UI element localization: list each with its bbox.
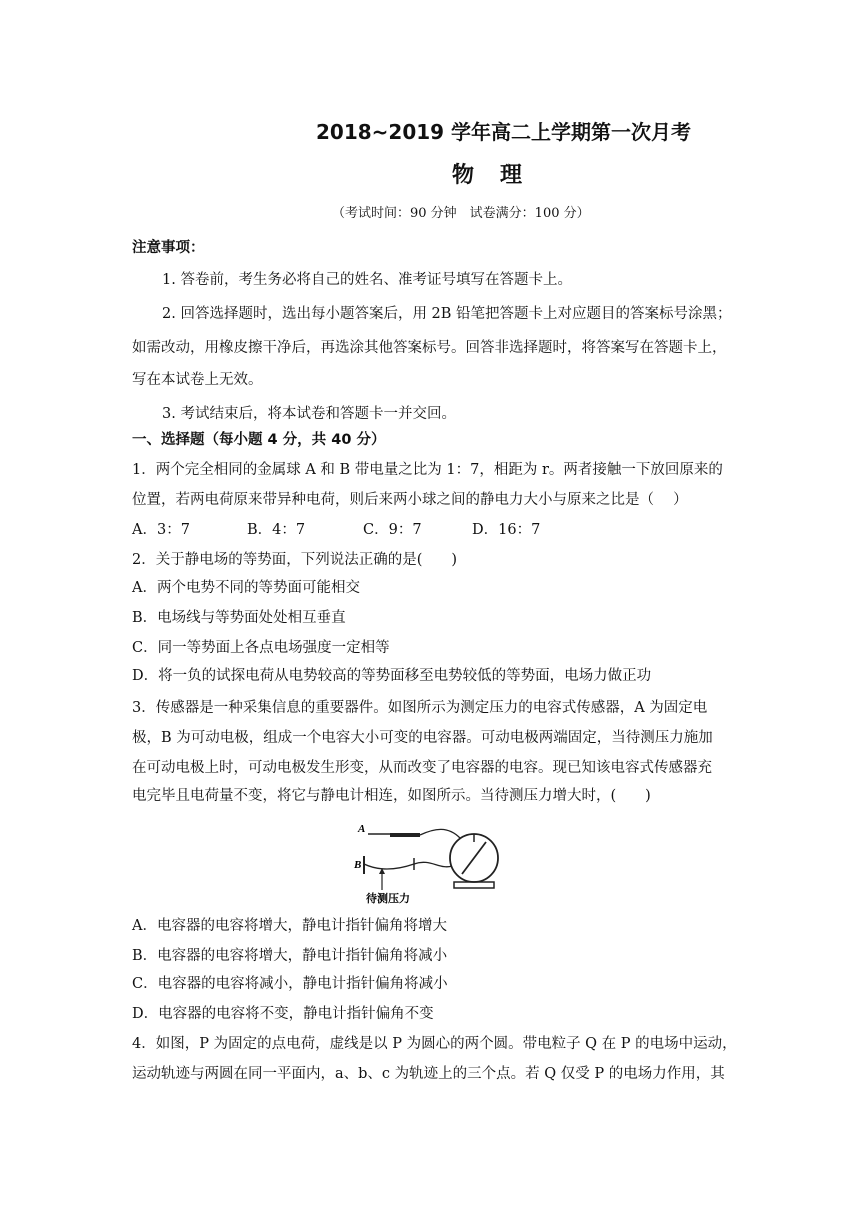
question-1-option-a: A．3：7 <box>132 522 190 538</box>
capacitor-sensor-diagram <box>350 818 520 908</box>
notice-item-3: 3. 考试结束后，将本试卷和答题卡一并交回。 <box>162 406 456 422</box>
question-2-option-c: C．同一等势面上各点电场强度一定相等 <box>132 640 390 656</box>
question-2-option-d: D．将一负的试探电荷从电势较高的等势面移至电势较低的等势面，电场力做正功 <box>132 668 652 684</box>
figure-caption: 待测压力 <box>366 892 410 905</box>
question-3-option-c: C．电容器的电容将减小，静电计指针偏角将减小 <box>132 976 448 992</box>
notice-item-2-line-3: 写在本试卷上无效。 <box>132 372 263 388</box>
question-1-option-c: C．9：7 <box>363 522 422 538</box>
notice-item-2-line-1: 2. 回答选择题时，选出每小题答案后，用 2B 铅笔把答题卡上对应题目的答案标号涂黑； <box>162 306 732 322</box>
question-3-line-1: 3．传感器是一种采集信息的重要器件。如图所示为测定压力的电容式传感器，A 为固定电 <box>132 700 708 716</box>
exam-subject: 物理 <box>452 163 549 188</box>
question-4-line-1: 4．如图，P 为固定的点电荷，虚线是以 P 为圆心的两个圆。带电粒子 Q 在 P 的电场中运动， <box>132 1036 737 1052</box>
electrometer-base <box>454 882 494 888</box>
question-2-option-a: A．两个电势不同的等势面可能相交 <box>132 580 360 596</box>
notice-item-2-line-2: 如需改动，用橡皮擦干净后，再选涂其他答案标号。回答非选择题时，将答案写在答题卡上， <box>132 340 727 356</box>
question-1-option-d: D．16：7 <box>472 522 541 538</box>
figure-label-b: B <box>354 859 362 871</box>
exam-title: 2018~2019 学年高二上学期第一次月考 <box>316 120 692 144</box>
question-4-line-2: 运动轨迹与两圆在同一平面内，a、b、c 为轨迹上的三个点。若 Q 仅受 P 的电场力作用，其 <box>132 1066 725 1082</box>
question-3-line-4: 电完毕且电荷量不变，将它与静电计相连，如图所示。当待测压力增大时，( ) <box>132 788 651 804</box>
wire-top <box>420 829 460 838</box>
fixed-electrode-plate <box>390 833 420 837</box>
notice-item-1: 1. 答卷前，考生务必将自己的姓名、准考证号填写在答题卡上。 <box>162 272 572 288</box>
electrometer-needle <box>462 842 486 874</box>
exam-info: （考试时间：90 分钟 试卷满分：100 分） <box>332 206 590 221</box>
question-1-line-1: 1．两个完全相同的金属球 A 和 B 带电量之比为 1：7，相距为 r。两者接触一下放回原来的 <box>132 462 723 478</box>
section-1-heading: 一、选择题（每小题 4 分，共 40 分） <box>132 432 386 448</box>
question-3-option-b: B．电容器的电容将增大，静电计指针偏角将减小 <box>132 948 448 964</box>
question-3-line-2: 极，B 为可动电极，组成一个电容大小可变的电容器。可动电极两端固定，当待测压力施加 <box>132 730 713 746</box>
capacitor-sensor-figure <box>350 818 520 908</box>
question-1-option-b: B．4：7 <box>247 522 306 538</box>
notice-heading: 注意事项： <box>132 240 205 256</box>
movable-electrode-b <box>364 864 414 869</box>
question-3-line-3: 在可动电极上时，可动电极发生形变，从而改变了电容器的电容。现已知该电容式传感器充 <box>132 760 712 776</box>
question-1-line-2: 位置，若两电荷原来带异种电荷，则后来两小球之间的静电力大小与原来之比是（ ） <box>132 492 688 508</box>
question-2-option-b: B．电场线与等势面处处相互垂直 <box>132 610 346 626</box>
figure-label-a: A <box>358 823 366 835</box>
question-3-option-d: D．电容器的电容将不变，静电计指针偏角不变 <box>132 1006 434 1022</box>
wire-bottom <box>414 862 452 867</box>
question-3-option-a: A．电容器的电容将增大，静电计指针偏角将增大 <box>132 918 447 934</box>
question-2-stem: 2．关于静电场的等势面，下列说法正确的是( ) <box>132 552 458 568</box>
